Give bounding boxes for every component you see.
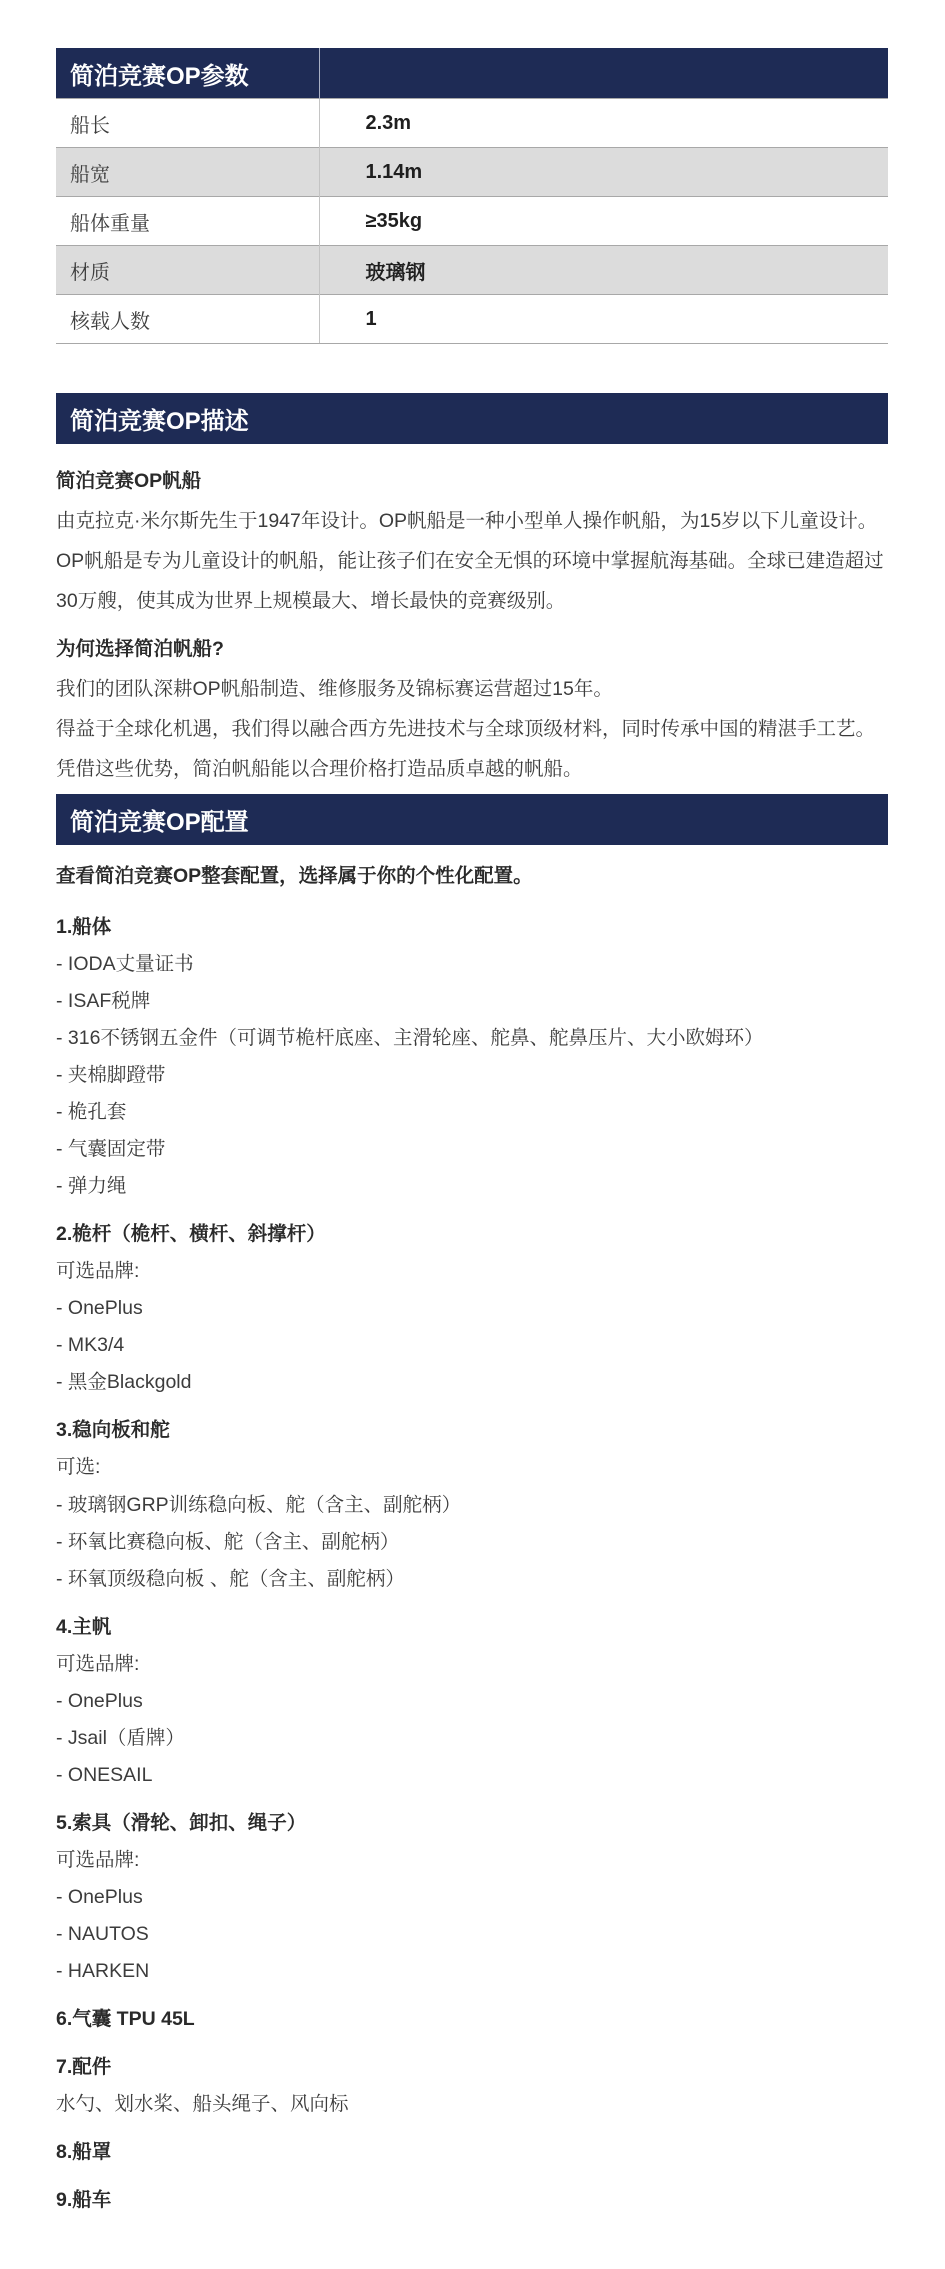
page-content bbox=[56, 48, 888, 2220]
spec-table bbox=[56, 48, 888, 344]
spec-label: 材质 bbox=[56, 246, 319, 295]
description-paragraph: 我们的团队深耕OP帆船制造、维修服务及锦标赛运营超过15年。 bbox=[56, 677, 613, 700]
spec-table-header-value-cell bbox=[319, 48, 888, 99]
spec-value: 2.3m bbox=[319, 99, 888, 148]
spec-label: 船体重量 bbox=[56, 197, 319, 246]
spec-row bbox=[56, 99, 888, 148]
config-heading: 7.配件 bbox=[56, 2056, 112, 2079]
config-item: - 环氧顶级稳向板 、舵（含主、副舵柄） bbox=[56, 1567, 405, 1590]
config-item: 水勺、划水桨、船头绳子、风向标 bbox=[56, 2093, 349, 2116]
config-heading: 8.船罩 bbox=[56, 2141, 112, 2164]
config-item: - 玻璃钢GRP训练稳向板、舵（含主、副舵柄） bbox=[56, 1493, 462, 1516]
spec-row bbox=[56, 148, 888, 197]
spec-value: 玻璃钢 bbox=[319, 246, 888, 295]
configuration-body bbox=[56, 845, 888, 2221]
section-header-description: 简泊竞赛OP描述 bbox=[56, 393, 888, 444]
spec-value: 1 bbox=[319, 295, 888, 344]
config-item: 可选品牌: bbox=[56, 1260, 140, 1283]
description-paragraph: 由克拉克·米尔斯先生于1947年设计。OP帆船是一种小型单人操作帆船，为15岁以下儿童设计。 bbox=[56, 509, 878, 532]
config-item: - OnePlus bbox=[56, 1297, 143, 1320]
config-item: - IODA丈量证书 bbox=[56, 952, 194, 975]
config-item: - 桅孔套 bbox=[56, 1101, 127, 1124]
config-item: - 黑金Blackgold bbox=[56, 1371, 192, 1394]
description-paragraph: OP帆船是专为儿童设计的帆船，能让孩子们在安全无惧的环境中掌握航海基础。全球已建造超过30万艘，使其成为世界上规模最大、增长最快的竞赛级别。 bbox=[56, 549, 884, 612]
config-item: 可选品牌: bbox=[56, 1848, 140, 1871]
description-heading: 为何选择简泊帆船? bbox=[56, 637, 224, 660]
spec-label: 核载人数 bbox=[56, 295, 319, 344]
description-paragraph: 凭借这些优势，简泊帆船能以合理价格打造品质卓越的帆船。 bbox=[56, 757, 583, 780]
config-heading: 2.桅杆（桅杆、横杆、斜撑杆） bbox=[56, 1223, 326, 1246]
config-item: - 夹棉脚蹬带 bbox=[56, 1063, 166, 1086]
config-item: 可选品牌: bbox=[56, 1652, 140, 1675]
config-intro: 查看简泊竞赛OP整套配置，选择属于你的个性化配置。 bbox=[56, 864, 533, 887]
config-item: - OnePlus bbox=[56, 1689, 143, 1712]
config-item: - Jsail（盾牌） bbox=[56, 1726, 185, 1749]
spec-table-header-row bbox=[56, 48, 888, 99]
config-item: - ISAF税牌 bbox=[56, 989, 151, 1012]
config-item: - HARKEN bbox=[56, 1960, 150, 1983]
config-heading: 9.船车 bbox=[56, 2189, 112, 2212]
spec-value: 1.14m bbox=[319, 148, 888, 197]
section-header-configuration: 简泊竞赛OP配置 bbox=[56, 794, 888, 845]
config-item: - 气囊固定带 bbox=[56, 1138, 166, 1161]
config-heading: 1.船体 bbox=[56, 915, 112, 938]
spec-row bbox=[56, 295, 888, 344]
spec-row bbox=[56, 246, 888, 295]
config-item: - 环氧比赛稳向板、舵（含主、副舵柄） bbox=[56, 1530, 400, 1553]
spec-table-body bbox=[56, 99, 888, 344]
description-paragraph: 得益于全球化机遇，我们得以融合西方先进技术与全球顶级材料，同时传承中国的精湛手工艺。 bbox=[56, 717, 876, 740]
config-item: - ONESAIL bbox=[56, 1763, 153, 1786]
config-heading: 6.气囊 TPU 45L bbox=[56, 2008, 195, 2031]
spec-table-title: 简泊竞赛OP参数 bbox=[56, 48, 319, 99]
config-item: - MK3/4 bbox=[56, 1334, 125, 1357]
spec-label: 船宽 bbox=[56, 148, 319, 197]
config-item: - 弹力绳 bbox=[56, 1175, 127, 1198]
config-item: - NAUTOS bbox=[56, 1923, 149, 1946]
config-item: - OnePlus bbox=[56, 1885, 143, 1908]
config-heading: 4.主帆 bbox=[56, 1615, 112, 1638]
spec-value: ≥35kg bbox=[319, 197, 888, 246]
spec-label: 船长 bbox=[56, 99, 319, 148]
config-item: - 316不锈钢五金件（可调节桅杆底座、主滑轮座、舵鼻、舵鼻压片、大小欧姆环） bbox=[56, 1026, 764, 1049]
config-item: 可选: bbox=[56, 1456, 101, 1479]
description-body bbox=[56, 444, 888, 790]
config-heading: 5.索具（滑轮、卸扣、绳子） bbox=[56, 1811, 307, 1834]
config-heading: 3.稳向板和舵 bbox=[56, 1419, 170, 1442]
description-heading: 简泊竞赛OP帆船 bbox=[56, 470, 202, 492]
spec-row bbox=[56, 197, 888, 246]
